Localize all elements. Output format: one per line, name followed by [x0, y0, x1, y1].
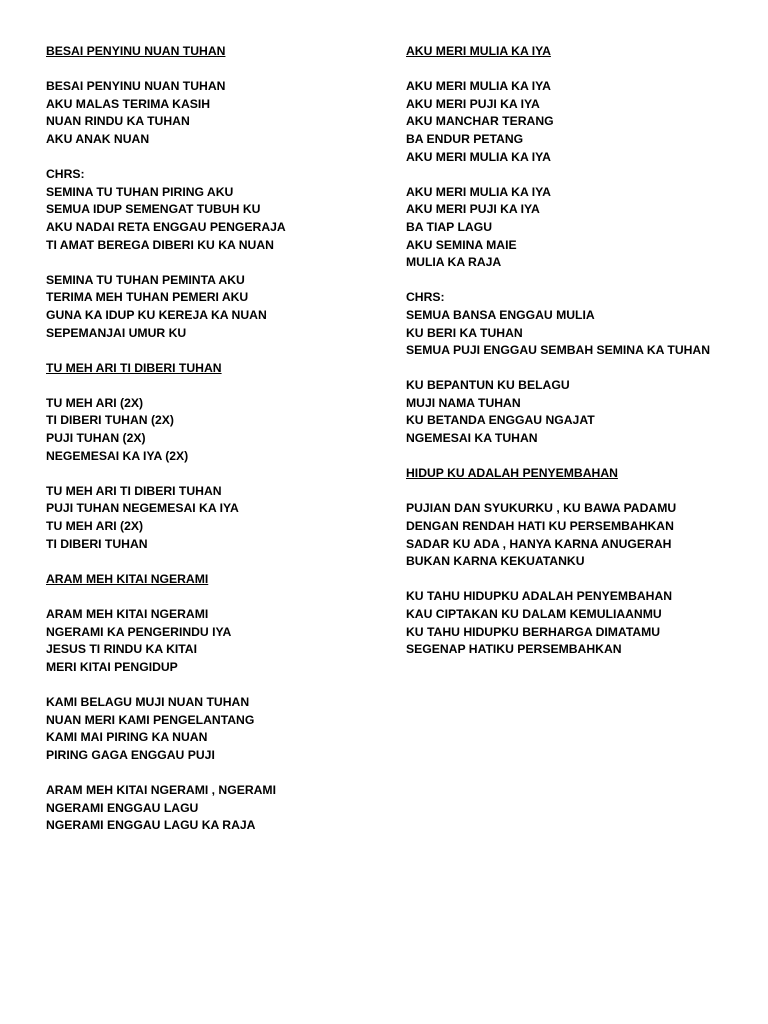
lyric-line: KU TAHU HIDUPKU ADALAH PENYEMBAHAN [406, 589, 673, 604]
lyric-line: NUAN MERI KAMI PENGELANTANG [46, 712, 255, 727]
song [406, 43, 746, 448]
lyric-line: TU MEH ARI (2X) [46, 395, 144, 410]
song-title: ARAM MEH KITAI NGERAMI [46, 571, 209, 586]
lyric-line: MULIA KA RAJA [406, 255, 502, 270]
lyric-stanza [46, 166, 376, 254]
lyric-stanza [406, 588, 746, 658]
lyric-line: PIRING GAGA ENGGAU PUJI [46, 747, 215, 762]
lyric-stanza [46, 782, 376, 835]
song [406, 465, 746, 659]
lyric-line: MUJI NAMA TUHAN [406, 395, 521, 410]
lyric-line: AKU MERI MULIA KA IYA [406, 149, 551, 164]
lyric-line: KAMI BELAGU MUJI NUAN TUHAN [46, 694, 250, 709]
lyric-line: AKU MERI MULIA KA IYA [406, 79, 551, 94]
left-column [46, 43, 376, 835]
lyric-line: GUNA KA IDUP KU KEREJA KA NUAN [46, 307, 267, 322]
lyric-line: NGERAMI KA PENGERINDU IYA [46, 624, 232, 639]
lyric-line: KAU CIPTAKAN KU DALAM KEMULIAANMU [406, 607, 662, 621]
lyric-line: CHRS: [46, 167, 85, 182]
song [46, 43, 376, 342]
lyric-line: AKU SEMINA MAIE [406, 237, 517, 252]
lyric-line: TI AMAT BEREGA DIBERI KU KA NUAN [46, 237, 274, 252]
lyric-line: BA TIAP LAGU [406, 219, 492, 234]
lyric-line: BA ENDUR PETANG [406, 131, 524, 146]
lyric-line: DENGAN RENDAH HATI KU PERSEMBAHKAN [406, 519, 674, 534]
lyric-line: NGERAMI ENGGAU LAGU KA RAJA [46, 818, 256, 833]
song [46, 360, 376, 554]
lyric-stanza [406, 78, 746, 166]
lyric-line: SEGENAP HATIKU PERSEMBAHKAN [406, 642, 622, 657]
lyric-line: BUKAN KARNA KEKUATANKU [406, 554, 585, 569]
lyric-line: KU TAHU HIDUPKU BERHARGA DIMATAMU [406, 624, 661, 639]
lyric-line: NGEMESAI KA TUHAN [406, 431, 538, 446]
lyric-line: PUJI TUHAN NEGEMESAI KA IYA [46, 501, 239, 516]
lyric-stanza [46, 78, 376, 148]
right-column [406, 43, 746, 659]
lyric-line: SEMUA BANSA ENGGAU MULIA [406, 307, 595, 322]
lyric-line: KAMI MAI PIRING KA NUAN [46, 730, 208, 745]
lyric-line: TERIMA MEH TUHAN PEMERI AKU [46, 290, 249, 305]
lyric-line: TU MEH ARI TI DIBERI TUHAN [46, 483, 222, 498]
lyric-line: NUAN RINDU KA TUHAN [46, 114, 190, 129]
lyric-line: AKU MANCHAR TERANG [406, 114, 554, 129]
lyric-line: AKU ANAK NUAN [46, 131, 150, 146]
song-title: TU MEH ARI TI DIBERI TUHAN [46, 360, 222, 375]
lyric-stanza [46, 606, 376, 676]
lyric-line: ARAM MEH KITAI NGERAMI , NGERAMI [46, 782, 276, 797]
lyric-line: SEMINA TU TUHAN PEMINTA AKU [46, 272, 245, 287]
lyric-line: PUJI TUHAN (2X) [46, 431, 146, 446]
lyric-line: SEPEMANJAI UMUR KU [46, 325, 187, 340]
lyric-line: KU BETANDA ENGGAU NGAJAT [406, 413, 595, 428]
lyric-stanza [46, 694, 376, 764]
song-title: BESAI PENYINU NUAN TUHAN [46, 44, 226, 58]
song-title: AKU MERI MULIA KA IYA [406, 44, 551, 58]
lyric-line: SADAR KU ADA , HANYA KARNA ANUGERAH [406, 536, 672, 551]
lyric-line: KU BEPANTUN KU BELAGU [406, 378, 570, 393]
lyric-line: NEGEMESAI KA IYA (2X) [46, 448, 189, 463]
lyric-line: CHRS: [406, 290, 445, 305]
lyric-line: AKU NADAI RETA ENGGAU PENGERAJA [46, 219, 286, 234]
lyric-line: TI DIBERI TUHAN (2X) [46, 413, 174, 428]
lyric-line: NGERAMI ENGGAU LAGU [46, 800, 199, 815]
song-title: HIDUP KU ADALAH PENYEMBAHAN [406, 466, 618, 481]
lyric-stanza [406, 500, 746, 570]
lyric-line: PUJIAN DAN SYUKURKU , KU BAWA PADAMU [406, 501, 677, 516]
lyric-stanza [406, 377, 746, 447]
lyric-line: AKU MALAS TERIMA KASIH [46, 96, 211, 111]
lyric-stanza [46, 272, 376, 342]
lyric-stanza [406, 289, 746, 359]
lyric-line: SEMUA IDUP SEMENGAT TUBUH KU [46, 202, 261, 217]
lyric-line: AKU MERI PUJI KA IYA [406, 202, 540, 217]
lyric-line: MERI KITAI PENGIDUP [46, 659, 178, 674]
lyric-stanza [46, 395, 376, 465]
song [46, 571, 376, 835]
lyric-stanza [406, 184, 746, 272]
lyric-line: KU BERI KA TUHAN [406, 325, 523, 340]
lyric-line: JESUS TI RINDU KA KITAI [46, 642, 197, 657]
lyric-line: AKU MERI MULIA KA IYA [406, 184, 551, 199]
lyric-line: BESAI PENYINU NUAN TUHAN [46, 79, 226, 94]
lyric-line: SEMUA PUJI ENGGAU SEMBAH SEMINA KA TUHAN [406, 343, 711, 358]
lyric-line: SEMINA TU TUHAN PIRING AKU [46, 184, 234, 199]
lyric-line: TU MEH ARI (2X) [46, 519, 144, 534]
lyric-line: TI DIBERI TUHAN [46, 536, 148, 551]
lyric-stanza [46, 483, 376, 553]
lyric-line: ARAM MEH KITAI NGERAMI [46, 607, 209, 621]
lyric-line: AKU MERI PUJI KA IYA [406, 96, 540, 111]
